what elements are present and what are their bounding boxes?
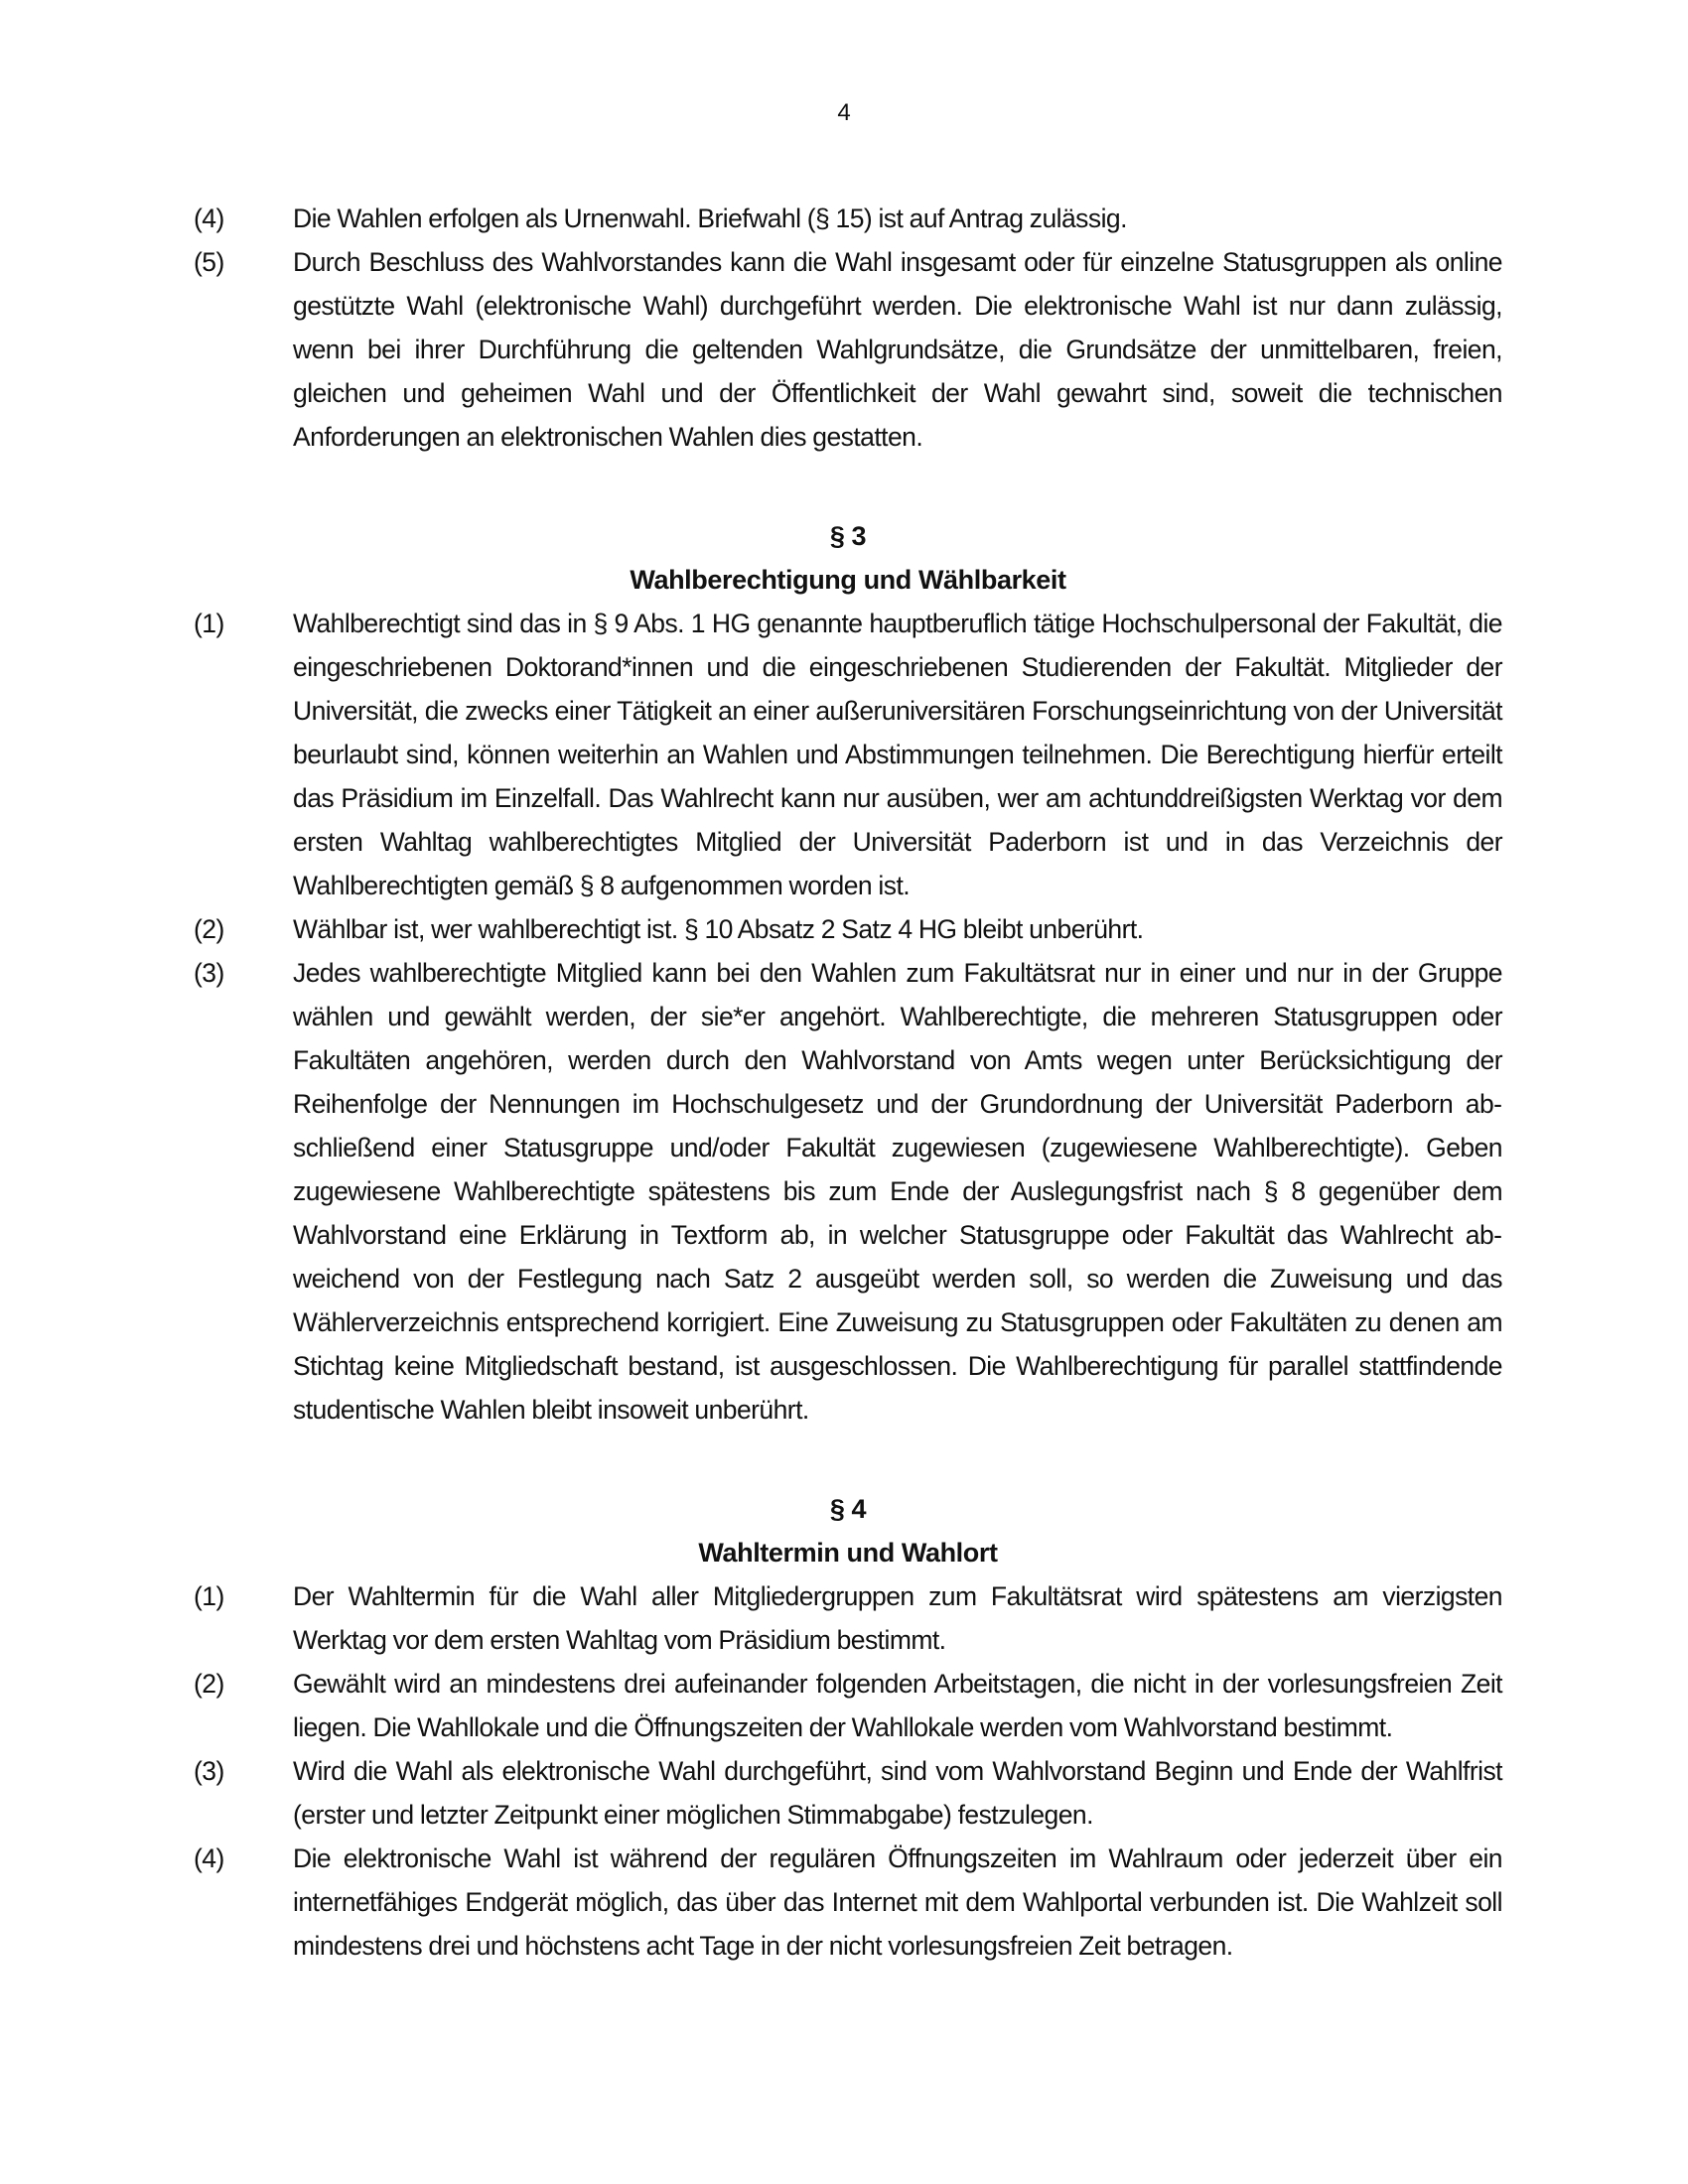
document-body xyxy=(194,197,1502,1968)
section-title: Wahltermin und Wahlort xyxy=(698,1538,998,1568)
paragraph-number: (1) xyxy=(194,609,224,638)
paragraph-1 xyxy=(194,602,1502,907)
section-symbol: § 4 xyxy=(829,1494,867,1524)
paragraph-text: Wahlberechtigt sind das in § 9 Abs. 1 HG genannte hauptberuflich tätige Hochschulpersonal der Fakultät, die eingeschriebenen Doktorand*innen und die eingeschriebenen Studierenden der Fakultät. Mitglieder der Universität, die zwecks einer Tätigkeit an einer außeruniversitären Forschungseinrichtung von der Universität beurlaubt sind, können weiterhin an Wahlen und Abstimmungen teilnehmen. Die Berechtigung hierfür erteilt das Präsidium im Einzelfall. Das Wahlrecht kann nur ausüben, wer am achtunddreißigsten Werktag vor dem ersten Wahltag wahlberechtigtes Mitglied der Universität Paderborn ist und in das Verzeichnis der Wahlberechtigten gemäß § 8 aufgenommen worden ist. xyxy=(293,609,1502,900)
paragraph-1 xyxy=(194,1574,1502,1662)
paragraph-2 xyxy=(194,907,1502,951)
section-3 xyxy=(194,514,1502,1432)
paragraph-text: Jedes wahlberechtigte Mitglied kann bei den Wahlen zum Fakultätsrat nur in einer und nur in der Gruppe wählen und gewählt werden, der sie*er angehört. Wahlberechtigte, die mehreren Statusgruppen oder Fakultäten angehören, werden durch den Wahlvorstand von Amts wegen unter Berücksichtigung der Reihenfolge der Nennungen im Hochschulgesetz und der Grundordnung der Universität Paderborn abschließend einer Statusgruppe und/oder Fakultät zugewiesen (zugewiesene Wahlberechtigte). Geben zugewiesene Wahlberechtigte spätestens bis zum Ende der Auslegungsfrist nach § 8 gegenüber dem Wahlvorstand eine Erklärung in Textform ab, in welcher Statusgruppe oder Fakultät das Wahlrecht abweichend von der Festlegung nach Satz 2 ausgeübt werden soll, so werden die Zuweisung und das Wählerverzeichnis entsprechend korrigiert. Eine Zuweisung zu Statusgruppen oder Fakultäten zu denen am Stichtag keine Mitgliedschaft bestand, ist ausgeschlossen. Die Wahlberechtigung für parallel stattfindende studentische Wahlen bleibt insoweit unberührt. xyxy=(293,958,1502,1425)
paragraph-text: Die Wahlen erfolgen als Urnenwahl. Briefwahl (§ 15) ist auf Antrag zulässig. xyxy=(293,204,1127,233)
page-number: 4 xyxy=(837,99,851,126)
paragraph-number: (2) xyxy=(194,1669,224,1699)
paragraph-text: Die elektronische Wahl ist während der regulären Öffnungszeiten im Wahlraum oder jederzeit über ein internetfähiges Endgerät möglich, das über das Internet mit dem Wahlportal verbunden ist. Die Wahlzeit soll mindestens drei und höchstens acht Tage in der nicht vorlesungsfreien Zeit betragen. xyxy=(293,1843,1502,1961)
section-4 xyxy=(194,1487,1502,1968)
paragraph-text: Gewählt wird an mindestens drei aufeinander folgenden Arbeitstagen, die nicht in der vorlesungsfreien Zeit liegen. Die Wahllokale und die Öffnungszeiten der Wahllokale werden vom Wahlvorstand bestimmt. xyxy=(293,1669,1502,1742)
paragraph-number: (4) xyxy=(194,204,224,233)
paragraph-number: (3) xyxy=(194,958,224,988)
section-title: Wahlberechtigung und Wählbarkeit xyxy=(630,565,1066,595)
paragraph-3 xyxy=(194,951,1502,1432)
paragraph-text: Wählbar ist, wer wahlberechtigt ist. § 10 Absatz 2 Satz 4 HG bleibt unberührt. xyxy=(293,914,1144,944)
paragraph-number: (5) xyxy=(194,247,224,277)
paragraph-2 xyxy=(194,1662,1502,1749)
paragraph-number: (1) xyxy=(194,1581,224,1611)
paragraph-text: Wird die Wahl als elektronische Wahl durchgeführt, sind vom Wahlvorstand Beginn und Ende der Wahlfrist (erster und letzter Zeitpunkt einer möglichen Stimmabgabe) festzulegen. xyxy=(293,1756,1502,1830)
section-symbol: § 3 xyxy=(829,521,867,551)
paragraph-4 xyxy=(194,1837,1502,1968)
paragraph-number: (2) xyxy=(194,914,224,944)
paragraph-4 xyxy=(194,197,1502,240)
paragraph-5 xyxy=(194,240,1502,459)
paragraph-number: (4) xyxy=(194,1843,224,1873)
paragraph-number: (3) xyxy=(194,1756,224,1786)
paragraph-text: Durch Beschluss des Wahlvorstandes kann die Wahl insgesamt oder für einzelne Statusgruppen als online gestützte Wahl (elektronische Wahl) durchgeführt werden. Die elektronische Wahl ist nur dann zulässig, wenn bei ihrer Durchführung die geltenden Wahlgrundsätze, die Grundsätze der unmittelbaren, freien, gleichen und geheimen Wahl und der Öffentlichkeit der Wahl gewahrt sind, soweit die technischen Anforderungen an elektronischen Wahlen dies gestatten. xyxy=(293,247,1502,452)
paragraph-text: Der Wahltermin für die Wahl aller Mitgliedergruppen zum Fakultätsrat wird spätestens am vierzigsten Werktag vor dem ersten Wahltag vom Präsidium bestimmt. xyxy=(293,1581,1502,1655)
paragraph-3 xyxy=(194,1749,1502,1837)
